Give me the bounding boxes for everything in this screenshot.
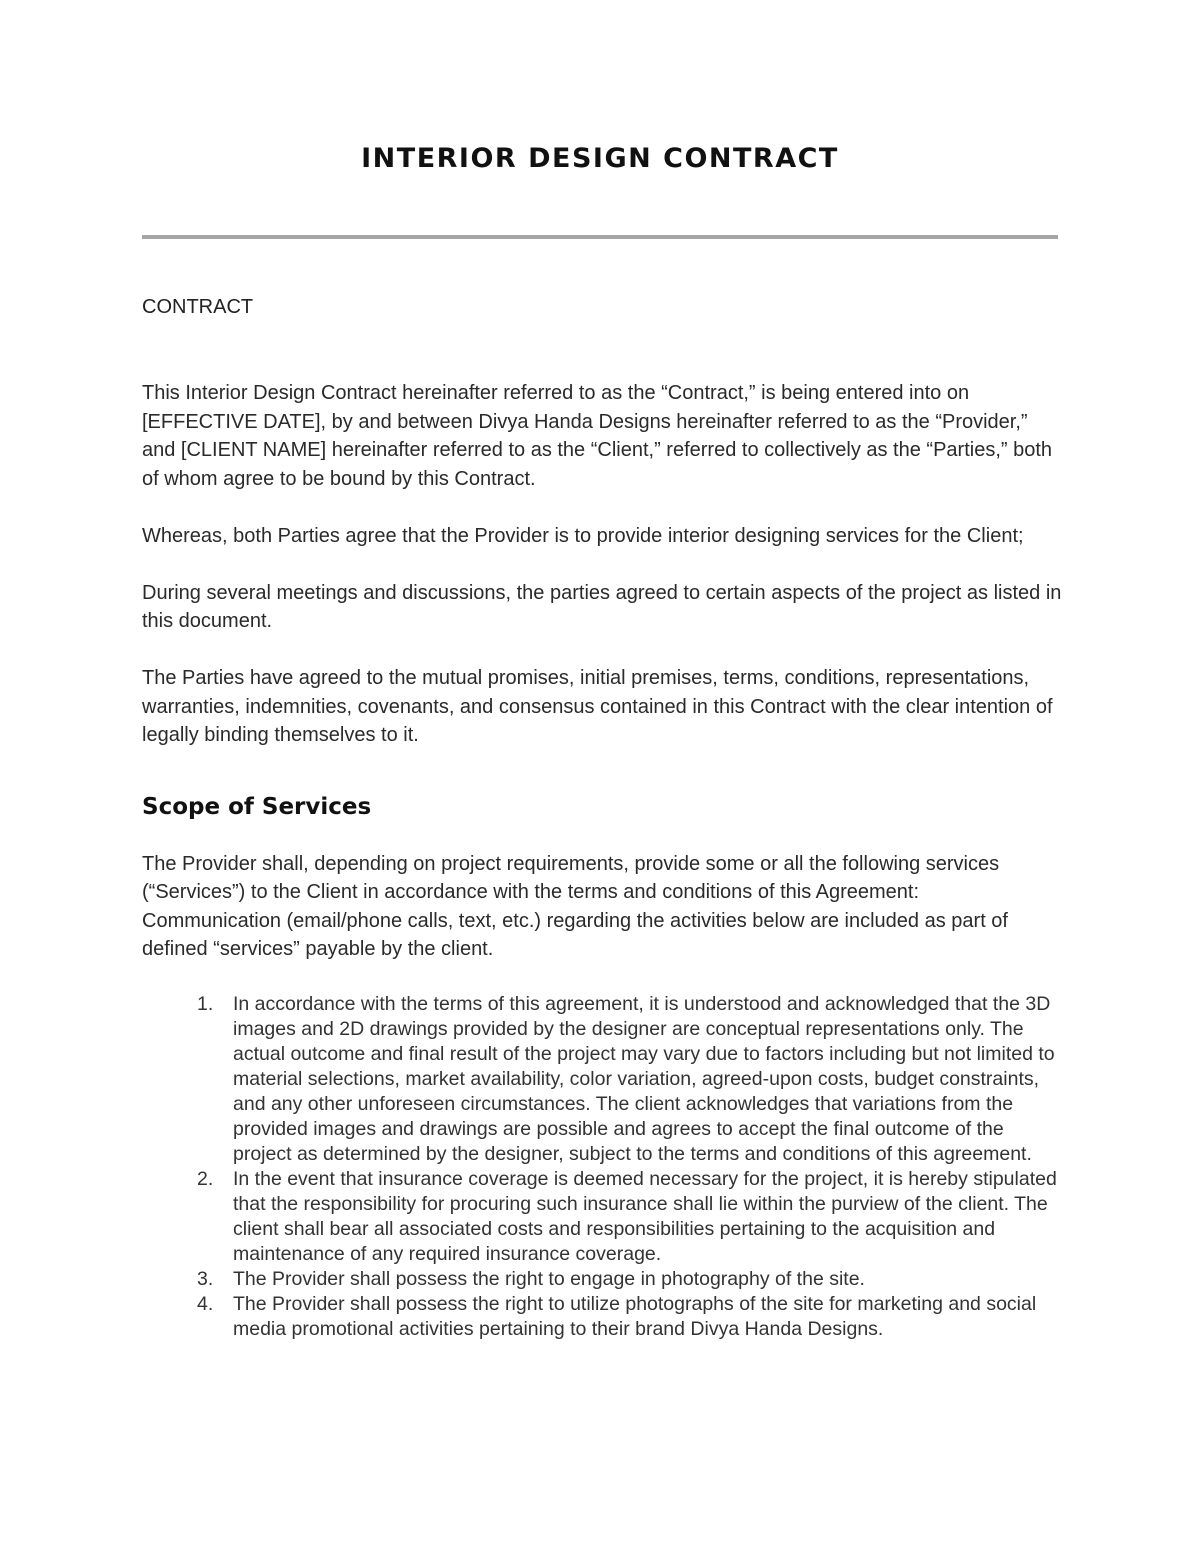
list-item bbox=[142, 1292, 1062, 1342]
list-item bbox=[142, 992, 1062, 1167]
list-item-text: In the event that insurance coverage is deemed necessary for the project, it is hereby stipulated that the responsibility for procuring such insurance shall lie within the purview of the client. The client shall bear all associated costs and responsibilities pertaining to the acquisition and maintenance of any required insurance coverage. bbox=[233, 1168, 1057, 1265]
title-divider bbox=[142, 235, 1058, 239]
list-item bbox=[142, 1267, 1062, 1292]
scope-heading: Scope of Services bbox=[142, 793, 372, 820]
document-body bbox=[142, 293, 1062, 1342]
paragraph-intro: This Interior Design Contract hereinafter referred to as the “Contract,” is being entered into on [EFFECTIVE DATE], by and between Divya Handa Designs hereinafter referred to as the “Provider,” and [CLIENT NAME] hereinafter referred to as the “Client,” referred to collectively as the “Parties,” both of whom agree to be bound by this Contract. bbox=[142, 382, 1053, 490]
document-title: INTERIOR DESIGN CONTRACT bbox=[361, 143, 839, 174]
paragraph-whereas: Whereas, both Parties agree that the Provider is to provide interior designing services for the Client; bbox=[142, 524, 1024, 547]
list-item-number: 2. bbox=[197, 1168, 214, 1190]
list-item-number: 4. bbox=[197, 1293, 214, 1315]
scope-list bbox=[142, 992, 1062, 1342]
list-item-text: The Provider shall possess the right to engage in photography of the site. bbox=[233, 1268, 865, 1290]
list-item-text: In accordance with the terms of this agreement, it is understood and acknowledged that the 3D images and 2D drawings provided by the designer are conceptual representations only. The actual outcome and final result of the project may vary due to factors including but not limited to material selections, market availability, color variation, agreed-upon costs, budget constraints, and any other unforeseen circumstances. The client acknowledges that variations from the provided images and drawings are possible and agrees to accept the final outcome of the project as determined by the designer, subject to the terms and conditions of this agreement. bbox=[233, 993, 1055, 1165]
paragraph-agreement: The Parties have agreed to the mutual promises, initial premises, terms, conditions, representations, warranties, indemnities, covenants, and consensus contained in this Contract with the clear intention of legally binding themselves to it. bbox=[142, 667, 1053, 746]
paragraph-meetings: During several meetings and discussions, the parties agreed to certain aspects of the project as listed in this document. bbox=[142, 581, 1062, 632]
section-label: CONTRACT bbox=[142, 296, 254, 318]
list-item-text: The Provider shall possess the right to utilize photographs of the site for marketing and social media promotional activities pertaining to their brand Divya Handa Designs. bbox=[233, 1293, 1037, 1340]
list-item-number: 1. bbox=[197, 993, 214, 1015]
scope-intro: The Provider shall, depending on project requirements, provide some or all the following services (“Services”) to the Client in accordance with the terms and conditions of this Agreement: Communication (email/phone calls, text, etc.) regarding the activities below are included as part of defined “services” payable by the client. bbox=[142, 852, 1008, 960]
list-item-number: 3. bbox=[197, 1268, 214, 1290]
list-item bbox=[142, 1167, 1062, 1267]
